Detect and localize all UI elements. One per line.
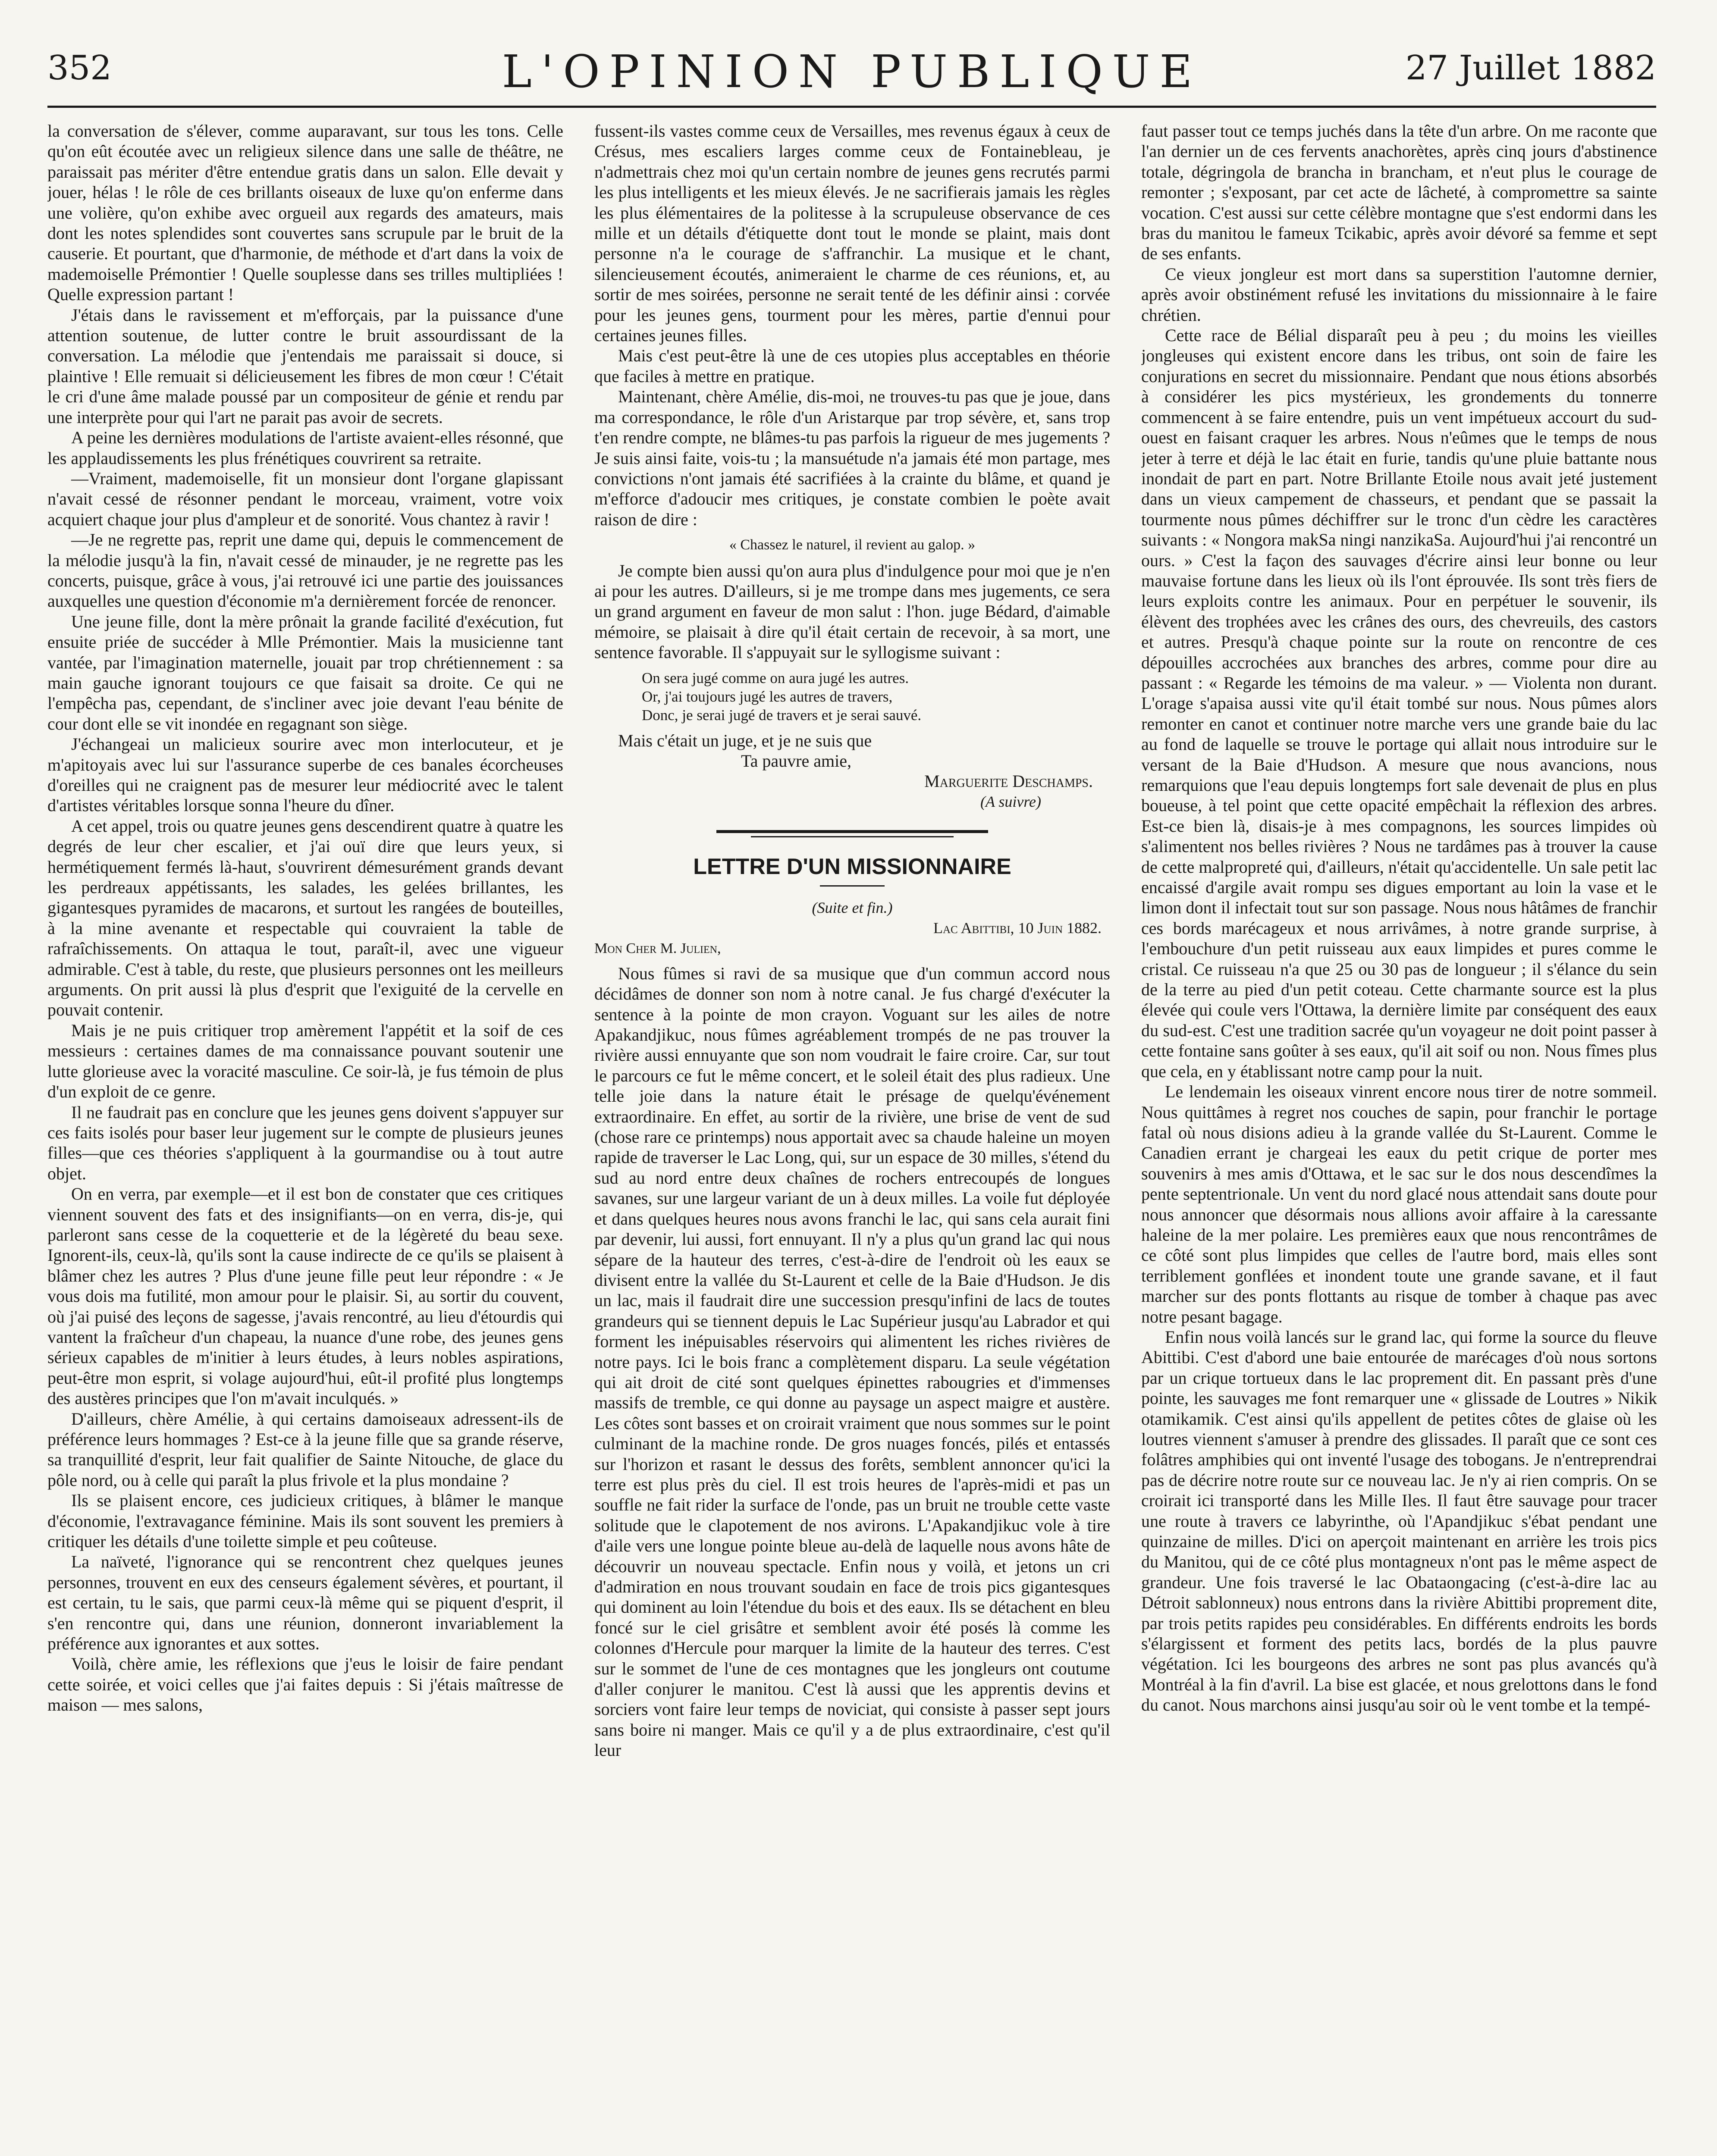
- journal-title: L'OPINION PUBLIQUE: [502, 45, 1202, 98]
- paragraph: Maintenant, chère Amélie, dis-moi, ne trouves-tu pas que je joue, dans ma correspondance, le rôle d'un Aristarque par trop sévère, et, sans trop t'en rendre compte, ne blâmes-tu pas parfois la rigueur de mes jugements ? Je suis ainsi faite, vois-tu ; la mansuétude n'a jamais été mon partage, mes convictions n'ont jamais été sacrifiées à la crainte du blâme, et quand je m'efforce d'adoucir mes critiques, je constate combien le poète avait raison de dire :: [594, 387, 1110, 529]
- sign-off: Ta pauvre amie,: [741, 751, 851, 771]
- title-rule: [820, 885, 885, 887]
- paragraph: Je compte bien aussi qu'on aura plus d'indulgence pour moi que je n'en ai pour les autres. D'ailleurs, si je me trompe dans mes jugements, ce sera un grand argument en faveur de mon salut : l'hon. juge Bédard, d'aimable mémoire, se plaisait à dire qu'il était certain de recevoir, à sa mort, une sentence favorable. Il s'appuyait sur le syllogisme suivant :: [594, 561, 1110, 662]
- verse-line: Donc, je serai jugé de travers et je serai sauvé.: [642, 706, 922, 724]
- verse-line: On sera jugé comme on aura jugé les autres.: [642, 669, 909, 686]
- paragraph: la conversation de s'élever, comme auparavant, sur tous les tons. Celle qu'on eût écoutée avec un religieux silence dans une salle de théâtre, ne paraissait pas mériter d'être entendue gratis dans un salon. Elle devait y jouer, hélas ! le rôle de ces brillants oiseaux de luxe qu'on enferme dans une volière, qu'on exhibe avec orgueil aux regards des amateurs, mais dont les notes splendides sont couvertes sans scrupule par le bruit de la causerie. Et pourtant, que d'harmonie, de méthode et d'art dans la voix de mademoiselle Prémontier ! Quelle souplesse dans ses trilles multipliées ! Quelle expression partant !: [47, 121, 563, 304]
- paragraph: Une jeune fille, dont la mère prônait la grande facilité d'exécution, fut ensuite priée de succéder à Mlle Prémontier. Mais la musicienne tant vantée, par l'imagination maternelle, jouait par trop chrétiennement : sa main gauche ignorant toujours ce que faisait sa droite. Ce qui ne l'empêcha pas, cependant, de s'incliner avec joie devant l'eau bénite de cour dont elle se vit inondée en regagnant son siège.: [47, 611, 563, 733]
- paragraph: Le lendemain les oiseaux vinrent encore nous tirer de notre sommeil. Nous quittâmes à regret nos couches de sapin, pour franchir le portage fatal où nous disions adieu à la grande vallée du St-Laurent. Comme le Canadien errant je chargeai les eaux du petit crique de porter mes souvenirs à mes amis d'Ottawa, et le sac sur le dos nous descendîmes la pente septentrionale. Un vent du nord glacé nous attendait sans doute pour nous annoncer que désormais nous allions avoir affaire à la caressante haleine de la mer polaire. Les premières eaux que nous rencontrâmes de ce côté sont plus limpides que celles de l'autre bord, mais elles sont terriblement gonflées et inondent toute une grande savane, et il faut marcher sur des ponts flottants au risque de tomber à chaque pas avec notre pesant bagage.: [1141, 1082, 1657, 1326]
- paragraph: Ce vieux jongleur est mort dans sa superstition l'automne dernier, après avoir obstinément refusé les invitations du missionnaire à le faire chrétien.: [1141, 264, 1657, 325]
- issue-date: 27 Juillet 1882: [1405, 49, 1656, 88]
- quotation: « Chassez le naturel, il revient au galop. »: [729, 537, 976, 553]
- paragraph: Nous fûmes si ravi de sa musique que d'un commun accord nous décidâmes de donner son nom à notre canal. Je fus chargé d'exécuter la sentence à la pointe de mon crayon. Voguant sur les ailes de notre Apakandjikuc, nous fûmes agréablement trompés de ne pas trouver la rivière aussi ennuyante que son nom voudrait le faire croire. Car, sur tout le parcours ce fut le même concert, et le soleil était des plus radieux. Une telle joie dans la nature était le présage de quelqu'événement extraordinaire. En effet, au sortir de la rivière, une brise de vent de sud (chose rare ce printemps) nous apportait avec sa chaude haleine un moyen rapide de traverser le Lac Long, qui, sur un espace de 30 milles, s'étend du sud au nord entre deux chaînes de rochers entrecoupés de longues savanes, sur une largeur variant de un à deux milles. La voile fut déployée et dans quelques heures nous avons franchi le lac, qui sans cela aurait fini par devenir, lui aussi, fort ennuyant. Il n'y a plus qu'un grand lac qui nous sépare de la hauteur des terres, c'est-à-dire de l'endroit où les eaux se divisent entre la vallée du St-Laurent et celle de la Baie d'Hudson. Je dis un lac, mais il faudrait dire une succession presqu'infini de lacs de toutes grandeurs qui se tiennent depuis le Lac Supérieur jusqu'au Labrador et qui forment les inépuisables réservoirs qui alimentent les riches rivières de notre pays. Ici le bois franc a complètement disparu. La seule végétation qui ait droit de cité sont quelques épinettes rabougries et d'immenses massifs de tremble, ce qui donne au paysage un aspect maigre et austère. Les côtes sont basses et on croirait vraiment que nous sommes sur le point culminant de la machine ronde. De gros nuages foncés, pilés et entassés sur l'horizon et rasant le dessus des forêts, semblent annoncer qu'ici la terre est plus près du ciel. Il est trois heures de l'après-midi et pas un souffle ne fait rider la surface de l'onde, pas un bruit ne trouble cette vaste solitude que le clapotement de nos avirons. L'Apakandjikuc vole à tire d'aile vers une longue pointe bleue au-delà de laquelle nous avons hâte de découvrir un nouveau spectacle. Enfin nous y voilà, et jetons un cri d'admiration en nous trouvant soudain en face de trois pics gigantesques qui dominent au loin l'étendue du bois et des eaux. Ils se détachent en bleu foncé sur le ciel grisâtre et semblent avoir été posés là comme les colonnes d'Hercule pour marquer la limite de la hauteur des terres. C'est sur le sommet de l'une de ces montagnes que les jongleurs ont coutume d'aller conjurer le manitou. C'est là aussi que les apprentis devins et sorciers vont faire leur temps de noviciat, qui consiste à passer sept jours sans boire ni manger. Mais ce qu'il y a de plus extraordinaire, c'est qu'il leur: [594, 963, 1110, 1760]
- paragraph: A peine les dernières modulations de l'artiste avaient-elles résonné, que les applaudissements les plus frénétiques couvrirent sa retraite.: [47, 428, 563, 468]
- paragraph: J'échangeai un malicieux sourire avec mon interlocuteur, et je m'apitoyais avec lui sur l'assurance superbe de ces banales écorcheuses d'oreilles qui ne craignent pas de mesurer leur médiocrité avec le talent d'artistes véritables lorsque sonna l'heure du dîner.: [47, 734, 563, 815]
- column-2: [594, 121, 1110, 2156]
- paragraph: Mais c'était un juge, et je ne suis que: [618, 730, 872, 750]
- section-title: LETTRE D'UN MISSIONNAIRE: [693, 854, 1011, 880]
- paragraph: —Je ne regrette pas, reprit une dame qui, depuis le commencement de la mélodie jusqu'à la fin, n'avait cessé de minauder, je ne regrette pas les concerts, puisque, grâce à vous, j'ai retrouvé ici une partie des jouissances auxquelles une question d'économie m'a dernièrement forcée de renoncer.: [47, 530, 563, 611]
- to-be-continued: (A suivre): [980, 793, 1041, 810]
- header-rule: [47, 106, 1656, 108]
- paragraph: fussent-ils vastes comme ceux de Versailles, mes revenus égaux à ceux de Crésus, mes escaliers larges comme ceux de Fontainebleau, je n'admettrais chez moi qu'un certain nombre de jeunes gens recrutés parmi les plus intelligents et les mieux élevés. Je ne sacrifierais jamais les règles les plus élémentaires de la politesse à la scrupuleuse observance de ces mille et un détails d'étiquette dont tout le monde se plaint, mais dont personne n'a le courage de s'affranchir. La musique et le chant, silencieusement écoutés, animeraient le charme de ces réunions, et, au sortir de mes soirées, personne ne serait tenté de les définir ainsi : corvée pour les jeunes gens, tourment pour les mères, partie d'ennui pour certaines jeunes filles.: [594, 121, 1110, 345]
- section-divider: [716, 830, 988, 840]
- paragraph: Cette race de Bélial disparaît peu à peu ; du moins les vieilles jongleuses qui existent encore dans les tribus, ont soin de faire les conjurations en secret du missionnaire. Pendant que nous étions absorbés à considérer les pics mystérieux, les grondements du tonnerre commencent à se faire entendre, puis un vent impétueux accourt du sud-ouest en faisant craquer les arbres. Nous n'eûmes que le temps de nous jeter à terre et déjà le lac était en furie, tandis qu'une pluie battante nous inondait de part en part. Notre Brillante Etoile nous avait jeté justement dans un vieux campement de chasseurs, et pendant que se passait la tourmente nous pûmes déchiffrer sur le tronc d'un cèdre les caractères suivants : « Nongora makSa ningi nanzikaSa. Aujourd'hui j'ai rencontré un ours. » C'est la façon des sauvages d'écrire ainsi leur bonne ou leur mauvaise fortune dans les lieux où ils l'ont éprouvée. Ils sont très fiers de leurs exploits contre les animaux. Pour en perpétuer le souvenir, ils élèvent des trophées avec les crânes des ours, des chevreuils, des castors et autres. Presqu'à chaque pointe sur la route on rencontre de ces dépouilles accrochées aux branches des arbres, comme pour dire au passant : « Regarde les témoins de ma valeur. » — Violenta non durant. L'orage s'apaisa aussi vite qu'il était tombé sur nous. Nous pûmes alors remonter en canot et continuer notre marche vers une grande baie du lac au fond de laquelle se trouve le portage qui allait nous introduire sur le versant de la Baie d'Hudson. A mesure que nous avancions, nous remarquions que l'eau depuis longtemps fort sale devenait de plus en plus boueuse, à tel point que cette opacité empêchait la réflexion des arbres. Est-ce bien là, disais-je à mes compagnons, les sources limpides où s'alimentent nos belles rivières ? Nous ne tardâmes pas à trouver la cause de cette malpropreté qui, d'ailleurs, n'était qu'accidentelle. Un sale petit lac encaissé d'argile avait rompu ses digues emportant au loin la vase et le limon dont il infectait tout sur son passage. Nous nous hâtâmes de franchir ces bords marécageux et nous arrivâmes, à notre grande surprise, à l'embouchure d'un petit ruisseau aux eaux limpides et pures comme le cristal. Ce ruisseau n'a que 25 ou 30 pas de longueur ; il s'élance du sein de la terre au pied d'un petit coteau. Cette charmante source est la plus élevée qui coule vers l'Ottawa, la dernière limite par conséquent des eaux du sud-est. C'est une tradition sacrée qu'un voyageur ne doit point passer à cette fontaine sans goûter à ses eaux, qu'il ait soif ou non. Nous fîmes plus que cela, en y établissant notre camp pour la nuit.: [1141, 326, 1657, 1081]
- paragraph: J'étais dans le ravissement et m'efforçais, par la puissance d'une attention soutenue, de lutter contre le bruit assourdissant de la conversation. La mélodie que j'entendais me paraissait si douce, si plaintive ! Elle remuait si délicieusement les fibres de mon cœur ! C'était le cri d'une âme malade poussé par un compositeur de génie et rendu par une interprète pour qui l'art ne parait pas avoir de secrets.: [47, 305, 563, 427]
- paragraph: —Vraiment, mademoiselle, fit un monsieur dont l'organe glapissant n'avait cessé de résonner pendant le morceau, vraiment, votre voix acquiert chaque jour plus d'ampleur et de sonorité. Vous chantez à ravir !: [47, 468, 563, 529]
- page-number: 352: [47, 49, 112, 88]
- section-subtitle: (Suite et fin.): [812, 899, 893, 916]
- paragraph: Mais je ne puis critiquer trop amèrement l'appétit et la soif de ces messieurs : certaines dames de ma connaissance pouvant soutenir une lutte glorieuse avec la voracité masculine. Ce soir-là, je fus témoin de plus d'un exploit de ce genre.: [47, 1020, 563, 1102]
- paragraph: Enfin nous voilà lancés sur le grand lac, qui forme la source du fleuve Abittibi. C'est d'abord une baie entourée de marécages d'où nous sortons par un crique tortueux dans le lac proprement dit. En passant près d'une pointe, les sauvages me font remarquer une « glissade de Loutres » Nikik otamikamik. C'est ainsi qu'ils appellent de petites côtes de glaise où les loutres viennent s'amuser à prendre des glissades. Il paraît que ce sont ces folâtres amphibies qui ont inventé l'usage des tobogans. Je n'entreprendrai pas de décrire notre route sur ce nouveau lac. Je n'y ai rien compris. On se croirait ici transporté dans les Mille Iles. Il faut être sauvage pour tracer une route à travers ce labyrinthe, où l'Apandjikuc s'ébat pendant une quinzaine de milles. D'ici on aperçoit maintenant en arrière les trois pics du Manitou, qui de ce côté plus montagneux n'ont pas le même aspect de grandeur. Une fois traversé le lac Obataongacing (c'est-à-dire lac au Détroit sablonneux) nous entrons dans la rivière Abittibi proprement dite, par trois petits rapides peu considérables. En différents endroits les bords s'élargissent et forment des petits lacs, bordés de la plus pauvre végétation. Ici les bourgeons des arbres ne sont pas plus avancés qu'à Montréal à la fin d'avril. La bise est glacée, et nous grelottons dans le fond du canot. Nous marchons ainsi jusqu'au soir où le vent tombe et la tempé-: [1141, 1327, 1657, 1715]
- syllogism-verse: [642, 669, 1110, 724]
- signature: Marguerite Deschamps.: [924, 771, 1093, 791]
- salutation: Mon Cher M. Julien,: [594, 940, 721, 957]
- column-1: [47, 121, 563, 2156]
- page-header: [47, 45, 1656, 98]
- paragraph: D'ailleurs, chère Amélie, à qui certains damoiseaux adressent-ils de préférence leurs hommages ? Est-ce à la jeune fille que sa grande réserve, sa tranquillité d'esprit, leur fait qualifier de Sainte Nitouche, de glace du pôle nord, ou à celle qui paraît la plus frivole et la plus mondaine ?: [47, 1409, 563, 1490]
- paragraph: A cet appel, trois ou quatre jeunes gens descendirent quatre à quatre les degrés de leur cher escalier, et j'ai ouï dire que leurs yeux, si hermétiquement fermés là-haut, s'ouvrirent démesurément grands devant les perdreaux appétissants, les salades, les gelées brillantes, les gigantesques pyramides de macarons, et surtout les rangées de bouteilles, à la mine avenante et respectable qui couvraient la table de rafraîchissements. On attaqua le tout, paraît-il, avec une vigueur admirable. C'est à table, du reste, que plusieurs personnes ont les meilleurs arguments. On prit aussi là plus d'esprit que l'exiguité de la cervelle en pouvait contenir.: [47, 816, 563, 1020]
- paragraph: faut passer tout ce temps juchés dans la tête d'un arbre. On me raconte que l'an dernier un de ces fervents anachorètes, après cinq jours d'abstinence totale, dégringola de brancha in brancham, et n'eut plus le courage de remonter ; s'exposant, par cet acte de lâcheté, à compromettre sa sainte vocation. C'est aussi sur cette célèbre montagne que s'est endormi dans les bras du manitou le fameux Tcikabic, après avoir dévoré sa femme et sept de ses enfants.: [1141, 121, 1657, 263]
- paragraph: Mais c'est peut-être là une de ces utopies plus acceptables en théorie que faciles à mettre en pratique.: [594, 346, 1110, 386]
- paragraph: Voilà, chère amie, les réflexions que j'eus le loisir de faire pendant cette soirée, et voici celles que j'ai faites depuis : Si j'étais maîtresse de maison — mes salons,: [47, 1654, 563, 1715]
- dateline: Lac Abittibi, 10 Juin 1882.: [933, 919, 1102, 937]
- paragraph: On en verra, par exemple—et il est bon de constater que ces critiques viennent souvent des fats et des insignifiants—on en verra, dis-je, qui parleront sans cesse de la coquetterie et de la légèreté du beau sexe. Ignorent-ils, ceux-là, qu'ils sont la cause indirecte de ce qu'ils se plaisent à blâmer chez les autres ? Plus d'une jeune fille peut leur répondre : « Je vous dois ma futilité, mon amour pour le plaisir. Si, au sortir du couvent, où j'ai puisé des leçons de sagesse, j'avais rencontré, au lieu d'étourdis qui vantent la fraîcheur d'un chapeau, la nuance d'une robe, des jeunes gens sérieux capables de m'initier à leurs études, à leurs nobles aspirations, peut-être mon esprit, si volage aujourd'hui, eût-il profité plus longtemps des austères principes que l'on m'avait inculqués. »: [47, 1184, 563, 1408]
- paragraph: Il ne faudrait pas en conclure que les jeunes gens doivent s'appuyer sur ces faits isolés pour baser leur jugement sur le compte de plusieurs jeunes filles—que ces théories s'appliquent à la gourmandise ou à tout autre objet.: [47, 1102, 563, 1183]
- verse-line: Or, j'ai toujours jugé les autres de travers,: [642, 688, 893, 705]
- paragraph: La naïveté, l'ignorance qui se rencontrent chez quelques jeunes personnes, trouvent en eux des censeurs également sévères, et pourtant, il est certain, tu le sais, que parmi ceux-là même qui se piquent d'esprit, il s'en rencontre qui, dans une réunion, donneront invariablement la préférence aux ignorantes et aux sottes.: [47, 1552, 563, 1654]
- column-3: [1141, 121, 1657, 2156]
- paragraph: Ils se plaisent encore, ces judicieux critiques, à blâmer le manque d'économie, l'extravagance féminine. Mais ils sont souvent les premiers à critiquer les détails d'une toilette simple et peu coûteuse.: [47, 1491, 563, 1551]
